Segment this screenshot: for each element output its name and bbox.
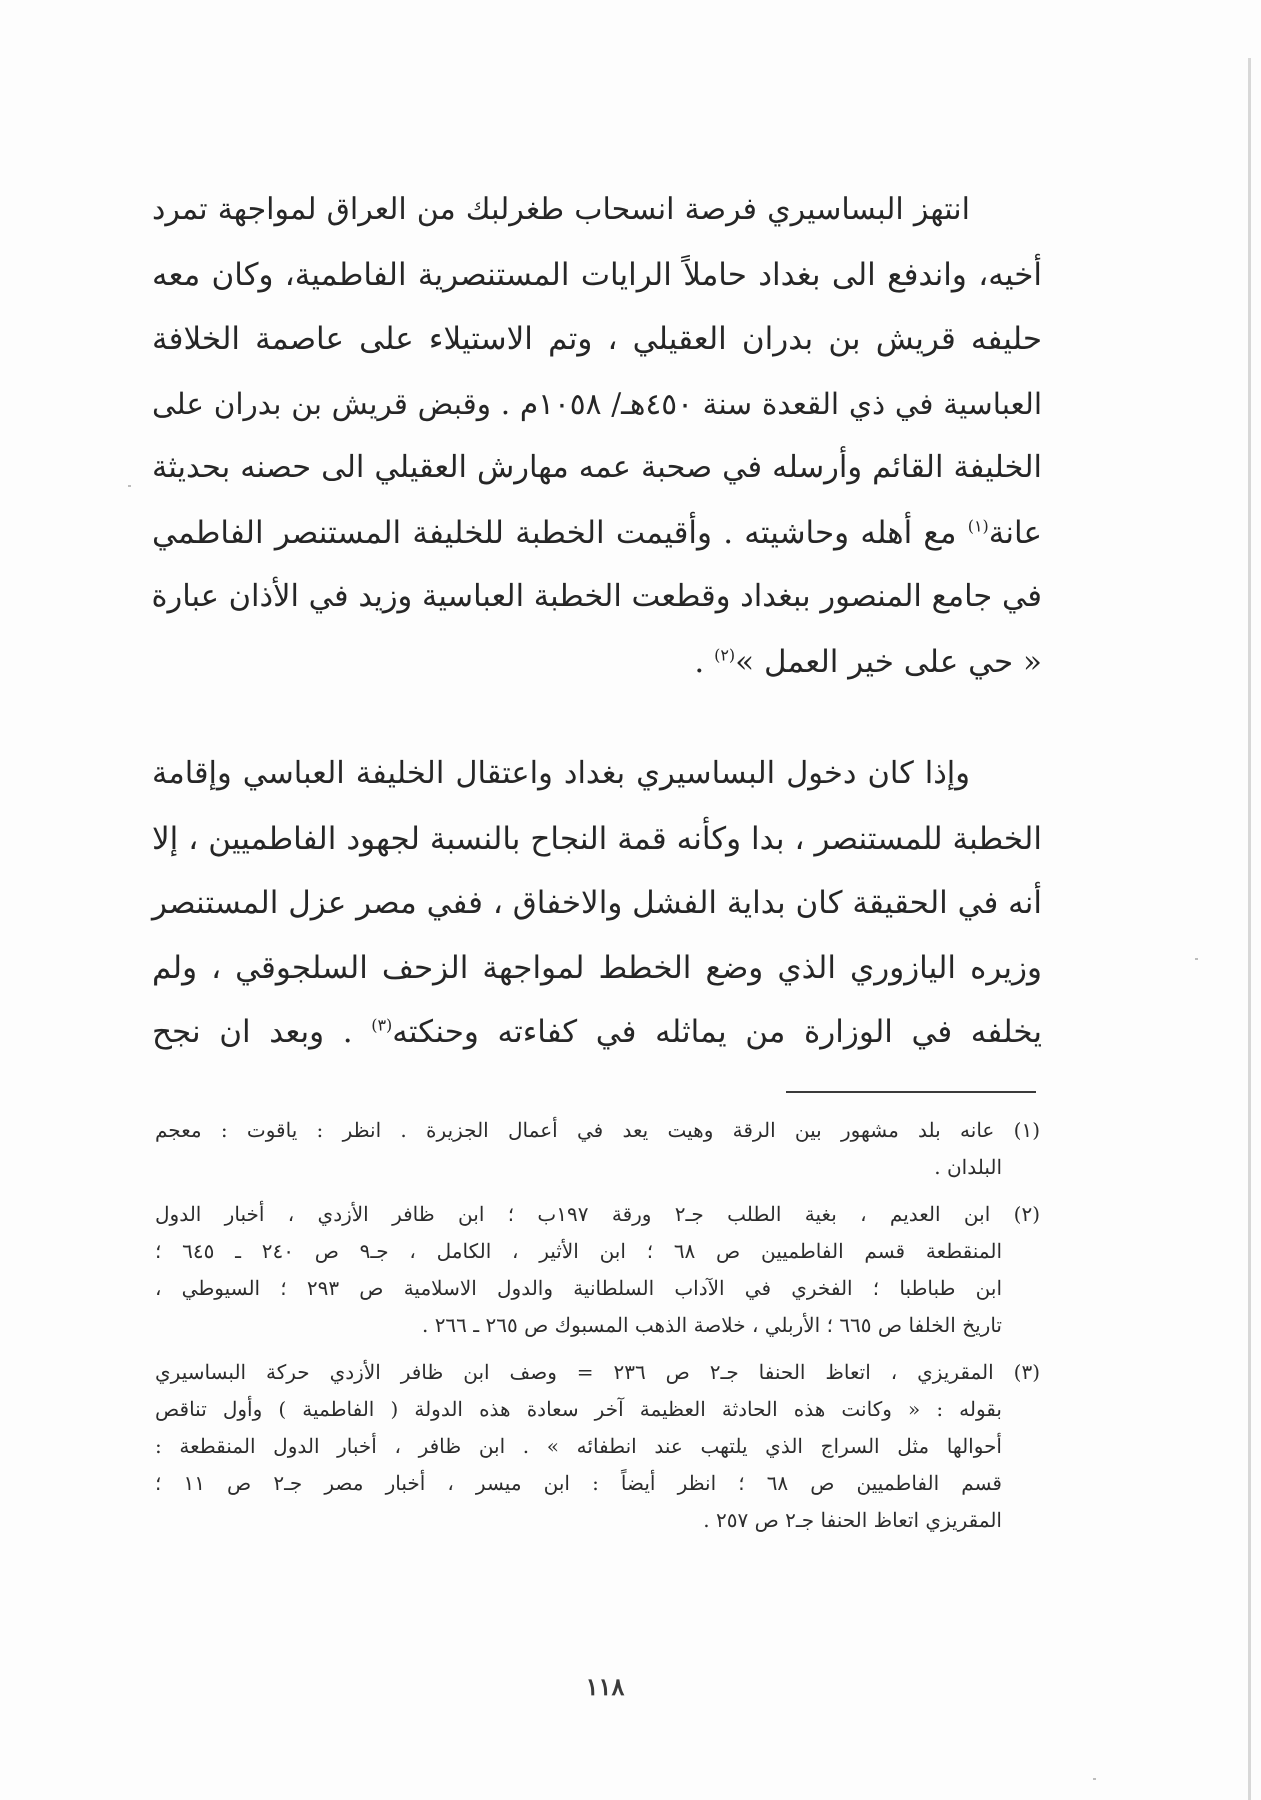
text-line	[152, 501, 1042, 566]
main-text	[152, 178, 1042, 1065]
footnote-line: أحوالها مثل السراج الذي يلتهب عند انطفائه » . ابن ظافر ، أخبار الدول المنقطعة :	[155, 1434, 1002, 1458]
text-fragment: مع أهله وحاشيته . وأقيمت الخطبة للخليفة المستنصر الفاطمي	[152, 514, 968, 551]
text-fragment: « حي على خير العمل »	[735, 643, 1042, 680]
paragraph-2	[152, 742, 1042, 1065]
text-line	[152, 1000, 1042, 1065]
text-line	[152, 630, 1042, 695]
page-number: ١١٨	[585, 1672, 625, 1701]
text-line: أنه في الحقيقة كان بداية الفشل والاخفاق ، ففي مصر عزل المستنصر	[152, 885, 1042, 921]
scan-speck	[1093, 1778, 1096, 1780]
footnote-separator	[786, 1091, 1036, 1093]
footnote-line: المنقطعة قسم الفاطميين ص ٦٨ ؛ ابن الأثير ، الكامل ، جـ٩ ص ٢٤٠ ـ ٦٤٥ ؛	[155, 1239, 1002, 1263]
footnote-line: البلدان .	[934, 1155, 1002, 1179]
footnote-line: تاريخ الخلفا ص ٦٦٥ ؛ الأربلي ، خلاصة الذهب المسبوك ص ٢٦٥ ـ ٢٦٦ .	[421, 1313, 1002, 1337]
text-line: الخليفة القائم وأرسله في صحبة عمه مهارش العقيلي الى حصنه بحديثة	[152, 450, 1042, 485]
text-line: وزيره اليازوري الذي وضع الخطط لمواجهة الزحف السلجوقي ، ولم	[152, 949, 1042, 986]
text-line: في جامع المنصور ببغداد وقطعت الخطبة العباسية وزيد في الأذان عبارة	[151, 579, 1042, 614]
text-line: وإذا كان دخول البساسيري بغداد واعتقال الخليفة العباسي وإقامة	[152, 756, 970, 791]
footnote-2	[155, 1196, 1040, 1344]
text-line: الخطبة للمستنصر ، بدا وكأنه قمة النجاح بالنسبة لجهود الفاطميين ، إلا	[152, 820, 1042, 857]
footnote-line: قسم الفاطميين ص ٦٨ ؛ انظر أيضاً : ابن ميسر ، أخبار مصر جـ٢ ص ١١ ؛	[155, 1471, 1002, 1495]
page-edge-line	[1248, 58, 1251, 1800]
footnote-line: (٢) ابن العديم ، بغية الطلب جـ٢ ورقة ١٩٧ب ؛ ابن ظافر الأزدي ، أخبار الدول	[155, 1202, 1040, 1226]
footnote-1	[155, 1112, 1040, 1186]
text-fragment: .	[694, 643, 715, 680]
footnote-ref-1[interactable]: (١)	[967, 516, 989, 536]
scan-speck	[128, 485, 131, 487]
footnote-ref-2[interactable]: (٢)	[714, 645, 736, 665]
text-line: حليفه قريش بن بدران العقيلي ، وتم الاستيلاء على عاصمة الخلافة	[152, 321, 1042, 357]
scan-speck	[1195, 958, 1198, 960]
footnote-line: المقريزي اتعاظ الحنفا جـ٢ ص ٢٥٧ .	[703, 1508, 1002, 1532]
text-line: انتهز البساسيري فرصة انسحاب طغرلبك من العراق لمواجهة تمرد	[152, 192, 970, 227]
text-line: أخيه، واندفع الى بغداد حاملاً الرايات المستنصرية الفاطمية، وكان معه	[152, 256, 1042, 293]
text-line: العباسية في ذي القعدة سنة ٤٥٠هـ/ ١٠٥٨م . وقبض قريش بن بدران على	[152, 386, 1043, 421]
footnotes	[155, 1112, 1040, 1549]
paragraph-1	[152, 178, 1042, 694]
footnote-line: بقوله : « وكانت هذه الحادثة العظيمة آخر سعادة هذه الدولة ( الفاطمية ) وأول تناقص	[155, 1397, 1002, 1421]
text-fragment: يخلفه في الوزارة من يماثله في كفاءته وحنكته	[392, 1014, 1042, 1050]
text-fragment: عانة	[988, 514, 1042, 551]
footnote-line: ابن طباطبا ؛ الفخري في الآداب السلطانية والدول الاسلامية ص ٢٩٣ ؛ السيوطي ،	[155, 1276, 1002, 1300]
text-fragment: . وبعد ان نجح	[152, 1014, 372, 1050]
footnote-ref-3[interactable]: (٣)	[371, 1015, 393, 1035]
footnote-3	[155, 1354, 1040, 1539]
footnote-line: (٣) المقريزي ، اتعاظ الحنفا جـ٢ ص ٢٣٦ = وصف ابن ظافر الأزدي حركة البساسيري	[155, 1360, 1040, 1384]
footnote-line: (١) عانه بلد مشهور بين الرقة وهيت يعد في أعمال الجزيرة . انظر : ياقوت : معجم	[155, 1118, 1040, 1142]
